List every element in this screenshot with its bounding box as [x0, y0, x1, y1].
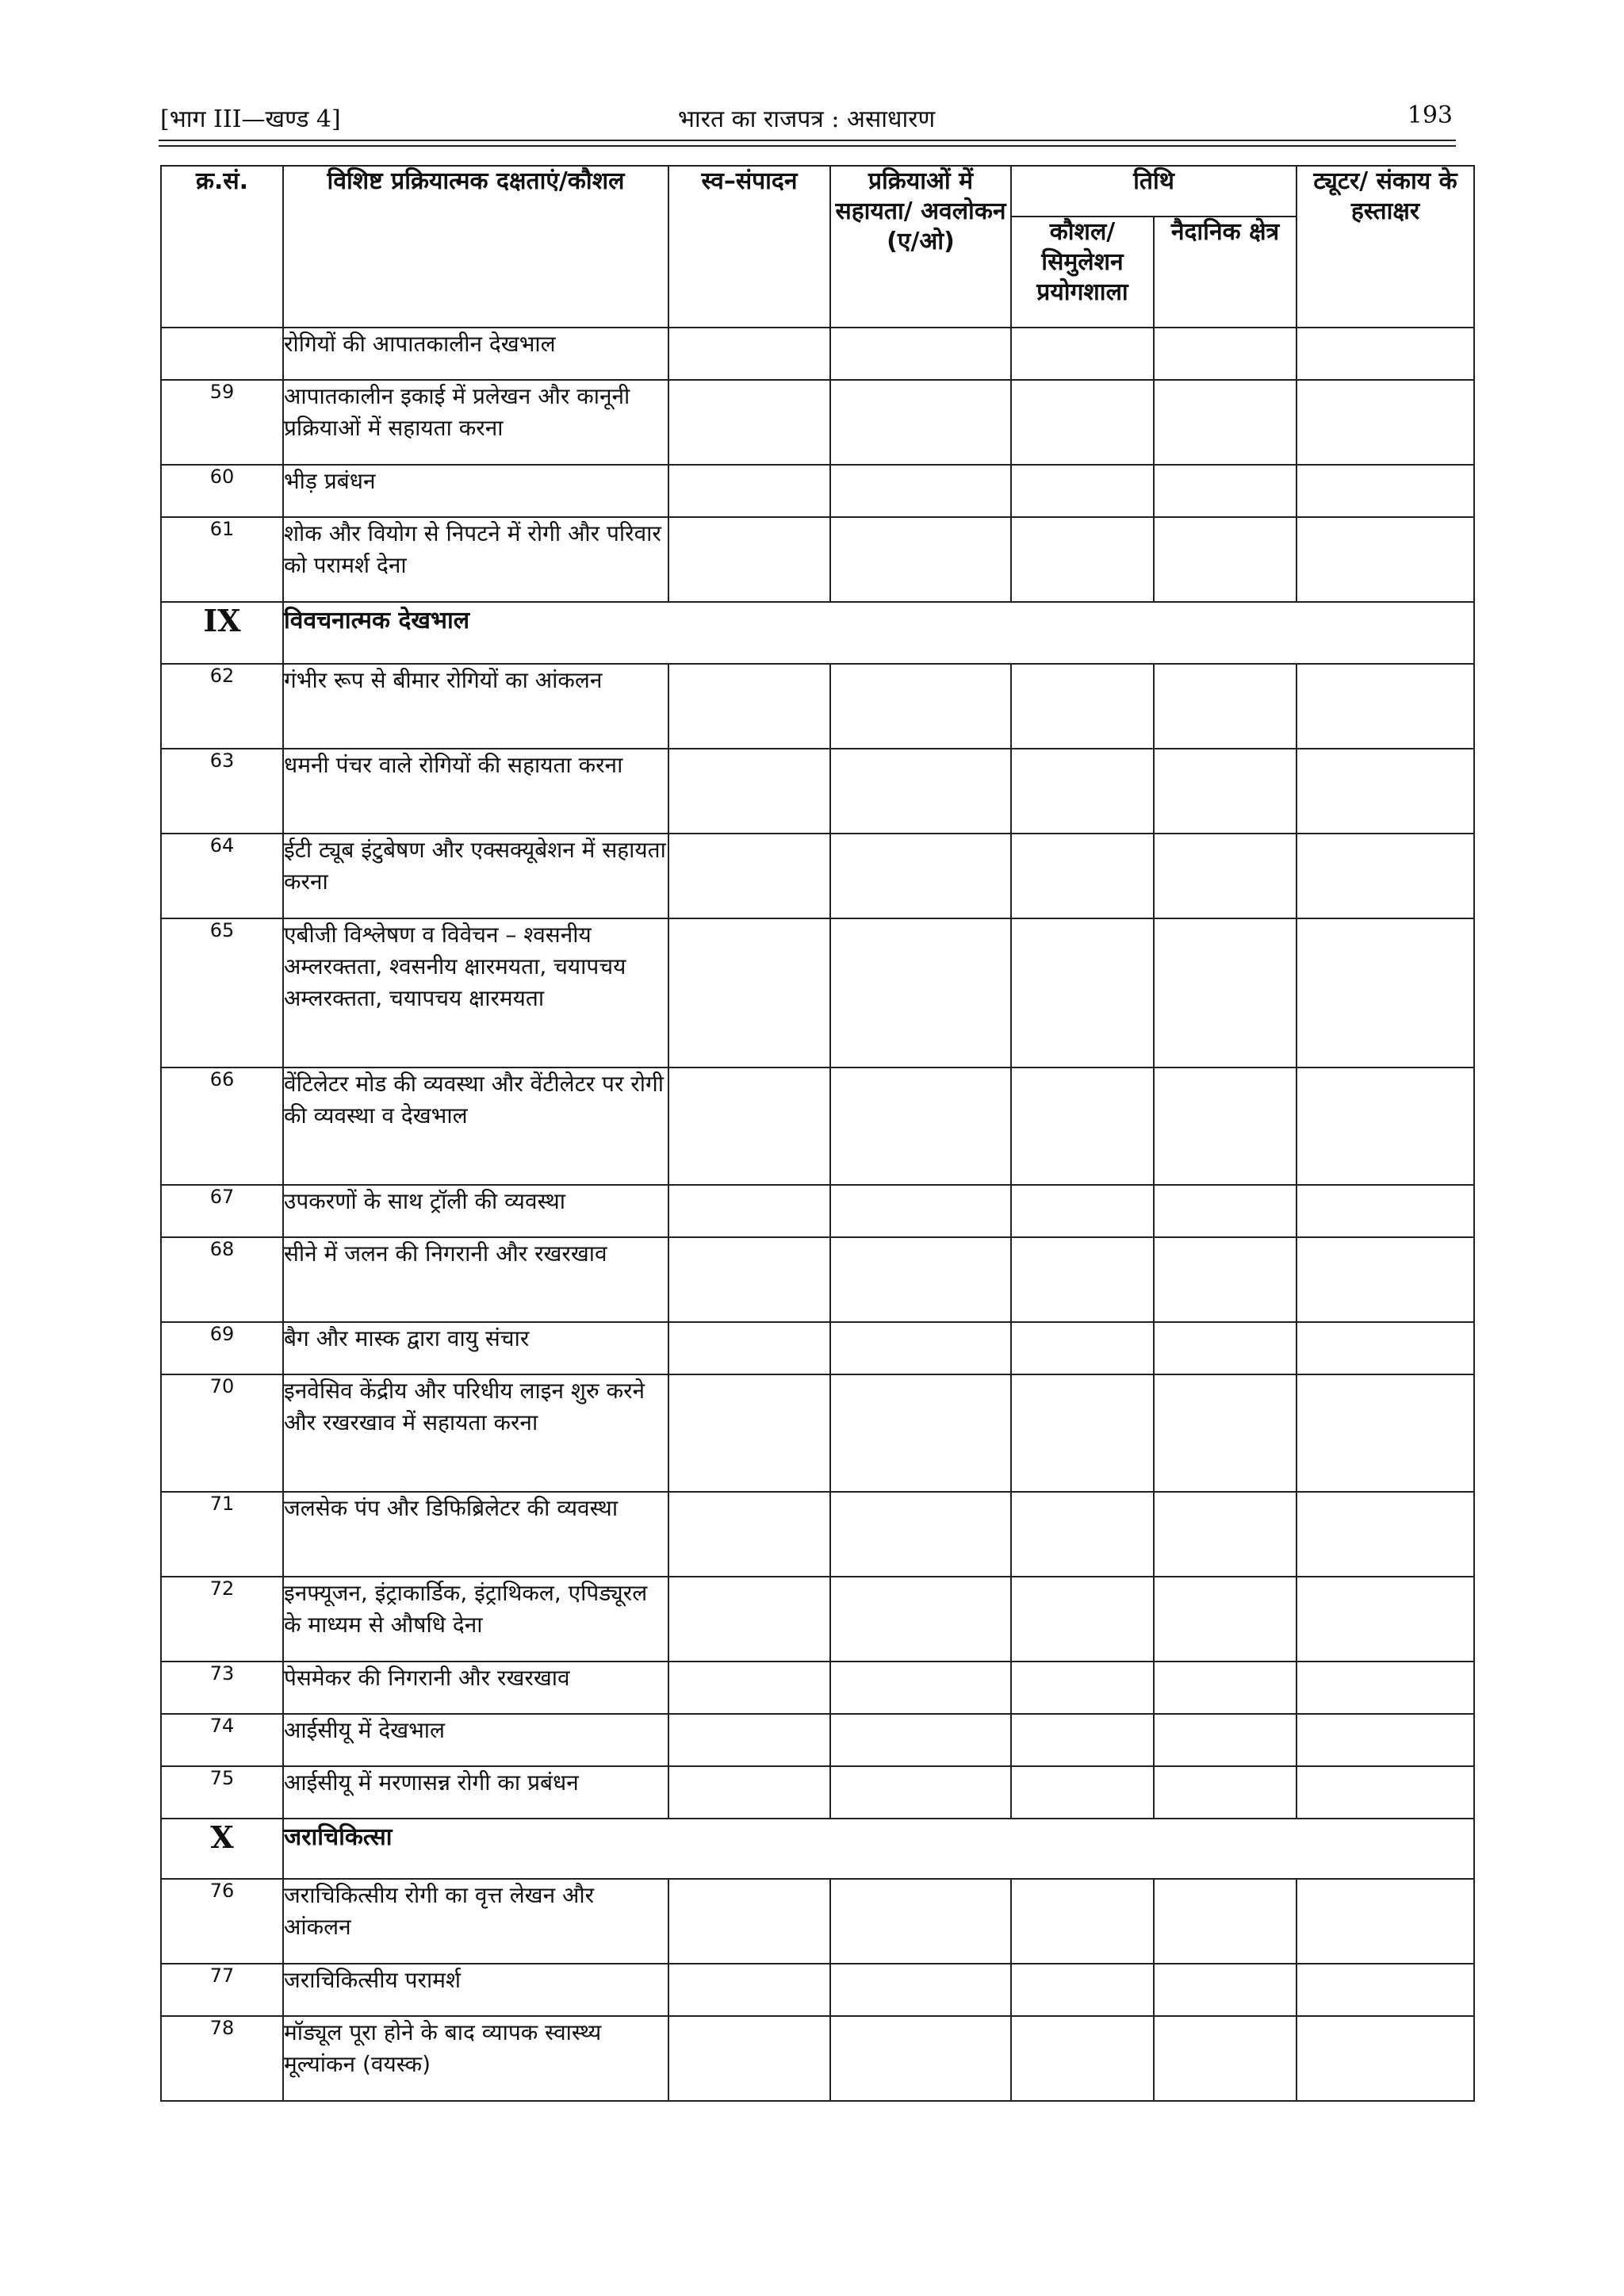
clinical-date-cell	[1154, 749, 1297, 834]
clinical-date-cell	[1154, 1068, 1297, 1185]
section-title: विवचनात्मक देखभाल	[283, 602, 1474, 664]
table-row	[161, 1964, 1474, 2016]
signature-cell	[1297, 1577, 1474, 1662]
clinical-date-cell	[1154, 1714, 1297, 1766]
clinical-date-cell	[1154, 1662, 1297, 1714]
col-header-clinical-area: नैदानिक क्षेत्र	[1154, 217, 1297, 328]
skill-lab-date-cell	[1011, 517, 1154, 602]
self-performance-cell	[668, 1374, 830, 1492]
assist-observe-cell	[830, 465, 1011, 517]
row-skill-description: बैग और मास्क द्वारा वायु संचार	[283, 1322, 668, 1374]
signature-cell	[1297, 517, 1474, 602]
row-serial-number: 62	[161, 664, 283, 749]
section-row	[161, 1819, 1474, 1879]
clinical-date-cell	[1154, 1374, 1297, 1492]
competency-table	[160, 165, 1475, 2102]
assist-observe-cell	[830, 2016, 1011, 2101]
skill-lab-date-cell	[1011, 664, 1154, 749]
row-serial-number: 66	[161, 1068, 283, 1185]
table-row	[161, 1879, 1474, 1964]
assist-observe-cell	[830, 749, 1011, 834]
row-serial-number: 78	[161, 2016, 283, 2101]
table-row	[161, 1662, 1474, 1714]
row-skill-description: वेंटिलेटर मोड की व्यवस्था और वेंटीलेटर पर रोगी की व्यवस्था व देखभाल	[283, 1068, 668, 1185]
clinical-date-cell	[1154, 1577, 1297, 1662]
row-skill-description: आईसीयू में मरणासन्न रोगी का प्रबंधन	[283, 1766, 668, 1819]
self-performance-cell	[668, 1492, 830, 1577]
row-skill-description: जराचिकित्सीय परामर्श	[283, 1964, 668, 2016]
row-serial-number: 63	[161, 749, 283, 834]
signature-cell	[1297, 834, 1474, 918]
row-skill-description: धमनी पंचर वाले रोगियों की सहायता करना	[283, 749, 668, 834]
self-performance-cell	[668, 1879, 830, 1964]
table-row	[161, 1714, 1474, 1766]
skill-lab-date-cell	[1011, 749, 1154, 834]
signature-cell	[1297, 465, 1474, 517]
self-performance-cell	[668, 749, 830, 834]
clinical-date-cell	[1154, 328, 1297, 380]
table-row	[161, 1322, 1474, 1374]
skill-lab-date-cell	[1011, 1068, 1154, 1185]
clinical-date-cell	[1154, 918, 1297, 1068]
row-serial-number: 69	[161, 1322, 283, 1374]
assist-observe-cell	[830, 1068, 1011, 1185]
row-serial-number: 70	[161, 1374, 283, 1492]
assist-observe-cell	[830, 1322, 1011, 1374]
row-serial-number: 71	[161, 1492, 283, 1577]
row-skill-description: आपातकालीन इकाई में प्रलेखन और कानूनी प्रक्रियाओं में सहायता करना	[283, 380, 668, 465]
clinical-date-cell	[1154, 1766, 1297, 1819]
row-skill-description: रोगियों की आपातकालीन देखभाल	[283, 328, 668, 380]
row-skill-description: शोक और वियोग से निपटने में रोगी और परिवार को परामर्श देना	[283, 517, 668, 602]
assist-observe-cell	[830, 1964, 1011, 2016]
self-performance-cell	[668, 1185, 830, 1237]
self-performance-cell	[668, 1237, 830, 1322]
table-row	[161, 1374, 1474, 1492]
skill-lab-date-cell	[1011, 1237, 1154, 1322]
clinical-date-cell	[1154, 1322, 1297, 1374]
row-serial-number: 75	[161, 1766, 283, 1819]
assist-observe-cell	[830, 1714, 1011, 1766]
assist-observe-cell	[830, 1879, 1011, 1964]
row-serial-number: 60	[161, 465, 283, 517]
row-skill-description: इनवेसिव केंद्रीय और परिधीय लाइन शुरु करने और रखरखाव में सहायता करना	[283, 1374, 668, 1492]
signature-cell	[1297, 1322, 1474, 1374]
signature-cell	[1297, 1492, 1474, 1577]
page-header	[160, 102, 1453, 141]
row-serial-number: 72	[161, 1577, 283, 1662]
skill-lab-date-cell	[1011, 465, 1154, 517]
header-part-section: [भाग III—खण्ड 4]	[160, 105, 341, 133]
assist-observe-cell	[830, 517, 1011, 602]
signature-cell	[1297, 749, 1474, 834]
clinical-date-cell	[1154, 1879, 1297, 1964]
signature-cell	[1297, 1766, 1474, 1819]
row-skill-description: एबीजी विश्लेषण व विवेचन – श्वसनीय अम्लरक्तता, श्वसनीय क्षारमयता, चयापचय अम्लरक्तता, चयापचय क्षारमयता	[283, 918, 668, 1068]
assist-observe-cell	[830, 1237, 1011, 1322]
assist-observe-cell	[830, 1662, 1011, 1714]
self-performance-cell	[668, 1964, 830, 2016]
signature-cell	[1297, 1185, 1474, 1237]
self-performance-cell	[668, 2016, 830, 2101]
clinical-date-cell	[1154, 1185, 1297, 1237]
self-performance-cell	[668, 1068, 830, 1185]
row-serial-number	[161, 328, 283, 380]
clinical-date-cell	[1154, 1492, 1297, 1577]
col-header-sno: क्र.सं.	[161, 166, 283, 328]
row-skill-description: सीने में जलन की निगरानी और रखरखाव	[283, 1237, 668, 1322]
row-skill-description: मॉड्यूल पूरा होने के बाद व्यापक स्वास्थ्य मूल्यांकन (वयस्क)	[283, 2016, 668, 2101]
self-performance-cell	[668, 1766, 830, 1819]
row-serial-number: 76	[161, 1879, 283, 1964]
skill-lab-date-cell	[1011, 834, 1154, 918]
self-performance-cell	[668, 380, 830, 465]
table-row	[161, 1766, 1474, 1819]
table-row	[161, 664, 1474, 749]
signature-cell	[1297, 664, 1474, 749]
assist-observe-cell	[830, 1577, 1011, 1662]
self-performance-cell	[668, 465, 830, 517]
row-skill-description: जराचिकित्सीय रोगी का वृत्त लेखन और आंकलन	[283, 1879, 668, 1964]
clinical-date-cell	[1154, 664, 1297, 749]
row-skill-description: इनफ्यूजन, इंट्राकार्डिक, इंट्राथिकल, एपिड्यूरल के माध्यम से औषधि देना	[283, 1577, 668, 1662]
row-skill-description: ईटी ट्यूब इंटुबेषण और एक्सक्यूबेशन में सहायता करना	[283, 834, 668, 918]
signature-cell	[1297, 380, 1474, 465]
section-title: जराचिकित्सा	[283, 1819, 1474, 1879]
row-skill-description: भीड़ प्रबंधन	[283, 465, 668, 517]
col-header-self-performance: स्व–संपादन	[668, 166, 830, 328]
table-row	[161, 1577, 1474, 1662]
clinical-date-cell	[1154, 380, 1297, 465]
assist-observe-cell	[830, 380, 1011, 465]
table-row	[161, 1237, 1474, 1322]
signature-cell	[1297, 328, 1474, 380]
skill-lab-date-cell	[1011, 1322, 1154, 1374]
header-gazette-title: भारत का राजपत्र : असाधारण	[677, 105, 936, 133]
signature-cell	[1297, 1237, 1474, 1322]
clinical-date-cell	[1154, 2016, 1297, 2101]
skill-lab-date-cell	[1011, 1577, 1154, 1662]
row-serial-number: 61	[161, 517, 283, 602]
signature-cell	[1297, 1374, 1474, 1492]
row-serial-number: 68	[161, 1237, 283, 1322]
section-row	[161, 602, 1474, 664]
table-row	[161, 380, 1474, 465]
col-header-date: तिथि	[1011, 166, 1297, 217]
row-serial-number: 64	[161, 834, 283, 918]
skill-lab-date-cell	[1011, 380, 1154, 465]
row-serial-number: 77	[161, 1964, 283, 2016]
skill-lab-date-cell	[1011, 1766, 1154, 1819]
table-row	[161, 834, 1474, 918]
row-skill-description: आईसीयू में देखभाल	[283, 1714, 668, 1766]
self-performance-cell	[668, 1662, 830, 1714]
skill-lab-date-cell	[1011, 1714, 1154, 1766]
assist-observe-cell	[830, 328, 1011, 380]
skill-lab-date-cell	[1011, 328, 1154, 380]
assist-observe-cell	[830, 1766, 1011, 1819]
col-header-assist-observe: प्रक्रियाओं में सहायता/ अवलोकन (ए/ओ)	[830, 166, 1011, 328]
header-rule-top	[159, 140, 1456, 141]
self-performance-cell	[668, 664, 830, 749]
row-skill-description: उपकरणों के साथ ट्रॉली की व्यवस्था	[283, 1185, 668, 1237]
assist-observe-cell	[830, 1374, 1011, 1492]
self-performance-cell	[668, 1577, 830, 1662]
skill-lab-date-cell	[1011, 1879, 1154, 1964]
assist-observe-cell	[830, 834, 1011, 918]
skill-lab-date-cell	[1011, 1374, 1154, 1492]
self-performance-cell	[668, 517, 830, 602]
assist-observe-cell	[830, 918, 1011, 1068]
section-number: IX	[161, 602, 283, 664]
table-row	[161, 1068, 1474, 1185]
table-row	[161, 1185, 1474, 1237]
signature-cell	[1297, 1964, 1474, 2016]
table-row	[161, 465, 1474, 517]
skill-lab-date-cell	[1011, 1964, 1154, 2016]
table-row	[161, 2016, 1474, 2101]
row-skill-description: पेसमेकर की निगरानी और रखरखाव	[283, 1662, 668, 1714]
skill-lab-date-cell	[1011, 1185, 1154, 1237]
clinical-date-cell	[1154, 465, 1297, 517]
header-page-number: 193	[1407, 102, 1453, 129]
row-skill-description: जलसेक पंप और डिफिब्रिलेटर की व्यवस्था	[283, 1492, 668, 1577]
assist-observe-cell	[830, 1492, 1011, 1577]
table-body	[161, 328, 1474, 2101]
col-header-signature: ट्यूटर/ संकाय के हस्ताक्षर	[1297, 166, 1474, 328]
self-performance-cell	[668, 834, 830, 918]
skill-lab-date-cell	[1011, 2016, 1154, 2101]
row-skill-description: गंभीर रूप से बीमार रोगियों का आंकलन	[283, 664, 668, 749]
skill-lab-date-cell	[1011, 1492, 1154, 1577]
signature-cell	[1297, 1068, 1474, 1185]
skill-lab-date-cell	[1011, 918, 1154, 1068]
clinical-date-cell	[1154, 517, 1297, 602]
table-row	[161, 749, 1474, 834]
row-serial-number: 67	[161, 1185, 283, 1237]
self-performance-cell	[668, 328, 830, 380]
assist-observe-cell	[830, 664, 1011, 749]
signature-cell	[1297, 2016, 1474, 2101]
row-serial-number: 65	[161, 918, 283, 1068]
table-row	[161, 328, 1474, 380]
section-number: X	[161, 1819, 283, 1879]
self-performance-cell	[668, 1714, 830, 1766]
skill-lab-date-cell	[1011, 1662, 1154, 1714]
self-performance-cell	[668, 1322, 830, 1374]
self-performance-cell	[668, 918, 830, 1068]
signature-cell	[1297, 1714, 1474, 1766]
row-serial-number: 74	[161, 1714, 283, 1766]
table-row	[161, 517, 1474, 602]
header-rule-bottom	[159, 145, 1456, 147]
signature-cell	[1297, 1879, 1474, 1964]
col-header-skill-lab: कौशल/ सिमुलेशन प्रयोगशाला	[1011, 217, 1154, 328]
row-serial-number: 59	[161, 380, 283, 465]
signature-cell	[1297, 1662, 1474, 1714]
table-row	[161, 918, 1474, 1068]
row-serial-number: 73	[161, 1662, 283, 1714]
col-header-skill: विशिष्ट प्रक्रियात्मक दक्षताएं/कौशल	[283, 166, 668, 328]
table-row	[161, 1492, 1474, 1577]
clinical-date-cell	[1154, 1964, 1297, 2016]
signature-cell	[1297, 918, 1474, 1068]
clinical-date-cell	[1154, 834, 1297, 918]
assist-observe-cell	[830, 1185, 1011, 1237]
clinical-date-cell	[1154, 1237, 1297, 1322]
